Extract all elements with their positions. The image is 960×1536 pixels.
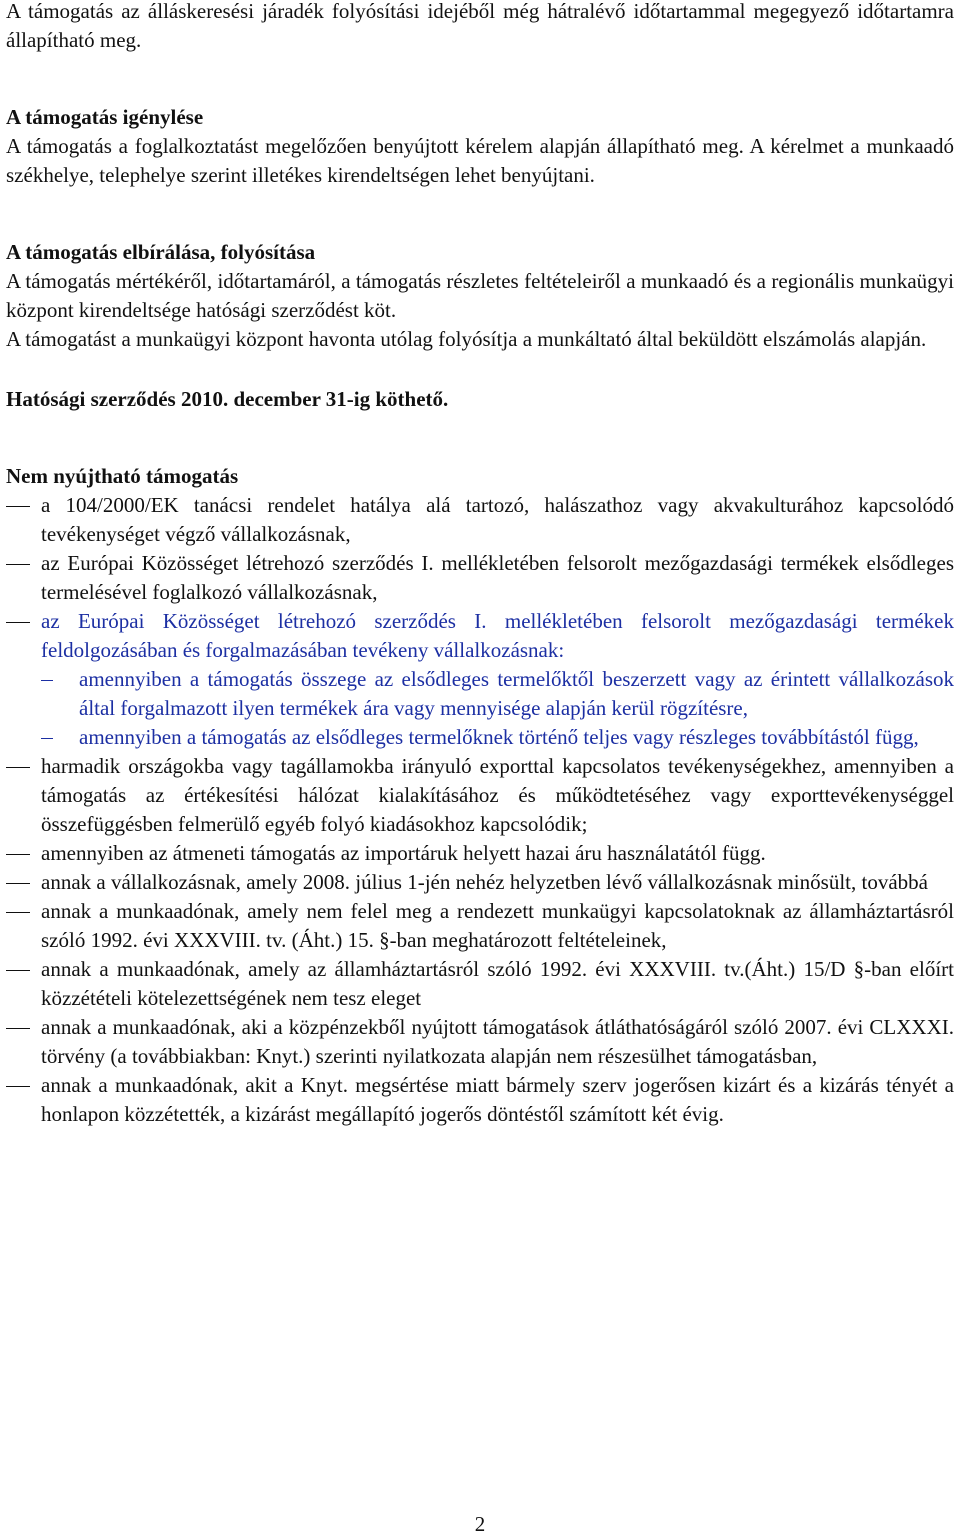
request-paragraph: A támogatás a foglalkoztatást megelőzően benyújtott kérelem alapján állapítható meg. A kérelmet a munkaadó székhelye, telephelye szerint illetékes kirendeltségen lehet benyújtani.: [6, 134, 954, 187]
list-item: annak a munkaadónak, aki a közpénzekből nyújtott támogatások átláthatóságáról szóló 2007. évi CLXXXI. törvény (a továbbiakban: Knyt.) szerinti nyilatkozata alapján nem részesülhet támogatásban,: [6, 1013, 954, 1071]
dash-bullet-icon: [6, 1028, 30, 1029]
list-item: annak a munkaadónak, amely nem felel meg a rendezett munkaügyi kapcsolatoknak az államháztartásról szóló 1992. évi XXXVIII. tv. (Áht.) 15. §-ban meghatározott feltételeinek,: [6, 897, 954, 955]
contract-deadline: Hatósági szerződés 2010. december 31-ig köthető.: [6, 387, 449, 411]
intro-paragraph: A támogatás az álláskeresési járadék folyósítási idejéből még hátralévő időtartammal megegyező időtartamra állapítható meg.: [6, 0, 954, 52]
dash-bullet-icon: [6, 854, 30, 855]
list-item-highlighted: az Európai Közösséget létrehozó szerződés I. mellékletében felsorolt mezőgazdasági termékek feldolgozásában és forgalmazásában tevékeny vállalkozásnak: amennyiben a támogatás összege az elsődleges termelőktől beszerzett vagy az érintett vállalkozások által forgalmazott ilyen termékek ára vagy mennyisége alapján kerül rögzítésre, amennyiben a támogatás az elsődleges termelőknek történő teljes vagy részleges továbbítástól függ,: [6, 607, 954, 752]
section-heading-exclusions: Nem nyújtható támogatás: [6, 464, 239, 488]
dash-bullet-icon: [6, 883, 30, 884]
assessment-paragraph-1: A támogatás mértékéről, időtartamáról, a támogatás részletes feltételeiről a munkaadó és a regionális munkaügyi központ kirendeltsége hatósági szerződést köt.: [6, 269, 954, 322]
sub-list-item: amennyiben a támogatás összege az elsődleges termelőktől beszerzett vagy az érintett vállalkozások által forgalmazott ilyen termékek ára vagy mennyisége alapján kerül rögzítésre,: [6, 665, 954, 723]
dash-bullet-icon: [6, 1086, 30, 1087]
list-item: harmadik országokba vagy tagállamokba irányuló exporttal kapcsolatos tevékenységekhez, amennyiben a támogatás az értékesítési hálózat kialakításához és működtetéséhez vagy exporttevékenységgel összefüggésben felmerülő egyéb folyó kiadásokhoz kapcsolódik;: [6, 752, 954, 839]
sub-list-item: amennyiben a támogatás az elsődleges termelőknek történő teljes vagy részleges továbbítástól függ,: [6, 723, 954, 752]
sub-list: [6, 665, 954, 752]
dash-bullet-icon: [6, 564, 30, 565]
assessment-paragraph-2: A támogatást a munkaügyi központ havonta utólag folyósítja a munkáltató által beküldött elszámolás alapján.: [6, 327, 927, 351]
page-number: 2: [474, 1512, 486, 1536]
dash-bullet-icon: [6, 506, 30, 507]
dash-bullet-icon: [41, 680, 53, 681]
dash-bullet-icon: [6, 970, 30, 971]
dash-bullet-icon: [6, 767, 30, 768]
dash-bullet-icon: [41, 738, 53, 739]
exclusions-list: [6, 491, 954, 1129]
dash-bullet-icon: [6, 622, 30, 623]
list-item: annak a munkaadónak, akit a Knyt. megsértése miatt bármely szerv jogerősen kizárt és a kizárás tényét a honlapon közzétették, a kizárást megállapító jogerős döntéstől számított két évig.: [6, 1071, 954, 1129]
list-item: annak a vállalkozásnak, amely 2008. július 1-jén nehéz helyzetben lévő vállalkozásnak minősült, továbbá: [6, 868, 954, 897]
list-item: a 104/2000/EK tanácsi rendelet hatálya alá tartozó, halászathoz vagy akvakulturához kapcsolódó tevékenységet végző vállalkozásnak,: [6, 491, 954, 549]
list-item: annak a munkaadónak, amely az államháztartásról szóló 1992. évi XXXVIII. tv.(Áht.) 15/D §-ban előírt közzétételi kötelezettségének nem tesz eleget: [6, 955, 954, 1013]
list-item: amennyiben az átmeneti támogatás az importáruk helyett hazai áru használatától függ.: [6, 839, 954, 868]
section-heading-request: A támogatás igénylése: [6, 105, 204, 129]
dash-bullet-icon: [6, 912, 30, 913]
list-item: az Európai Közösséget létrehozó szerződés I. mellékletében felsorolt mezőgazdasági termékek elsődleges termelésével foglalkozó vállalkozásnak,: [6, 549, 954, 607]
section-heading-assessment: A támogatás elbírálása, folyósítása: [6, 240, 316, 264]
